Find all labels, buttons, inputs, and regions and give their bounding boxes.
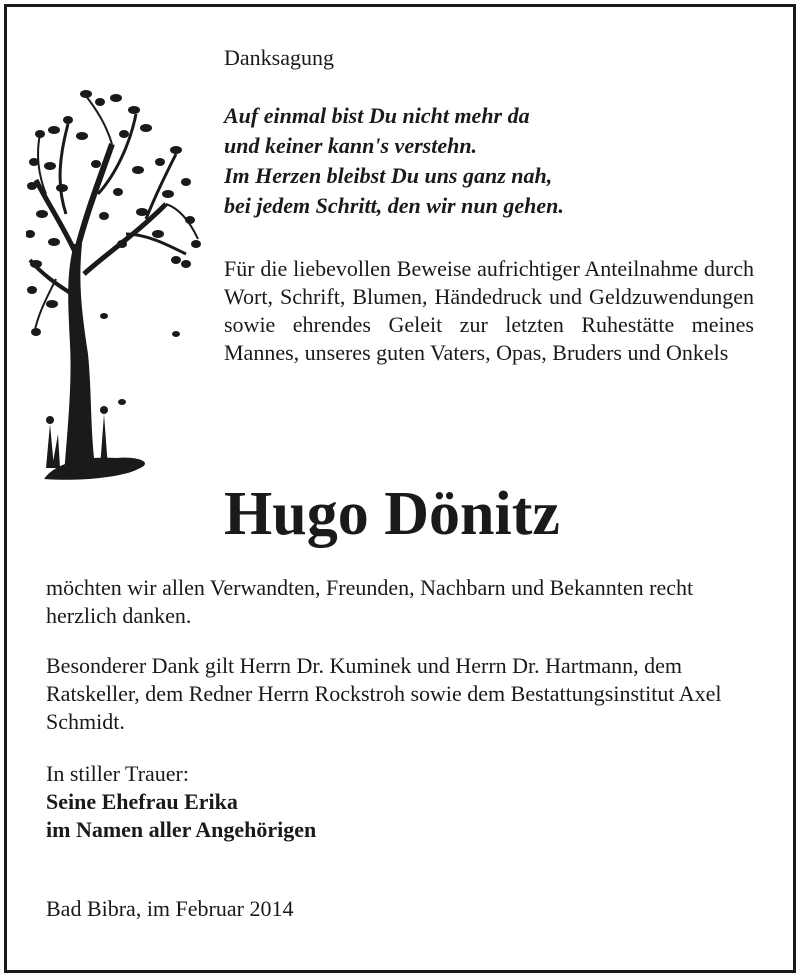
poem-line: Im Herzen bleibst Du uns ganz nah, — [224, 163, 553, 188]
poem-line: und keiner kann's verstehn. — [224, 133, 478, 158]
mourning-signature — [46, 760, 316, 844]
deceased-name: Hugo Dönitz — [224, 480, 560, 548]
mourning-intro: In stiller Trauer: — [46, 761, 189, 786]
memorial-poem — [224, 101, 564, 221]
poem-line: Auf einmal bist Du nicht mehr da — [224, 103, 530, 128]
tree-illustration — [26, 84, 206, 484]
thanks-paragraph: Für die liebevollen Beweise aufrichtiger Anteilnahme durch Wort, Schrift, Blumen, Händedruck und Geldzuwendungen sowie ehrendes Geleit zur letzten Ruhestätte meines Mannes, unseres guten Vaters, Opas, Bruders und Onkels — [224, 256, 754, 365]
mourner-family: im Namen aller Angehörigen — [46, 817, 317, 842]
place-date: Bad Bibra, im Februar 2014 — [46, 896, 294, 921]
mourner-name: Seine Ehefrau Erika — [46, 789, 238, 814]
special-thanks-paragraph: Besonderer Dank gilt Herrn Dr. Kuminek und Herrn Dr. Hartmann, dem Ratskeller, dem Redner Herrn Rockstroh sowie dem Bestattungsinstitut Axel Schmidt. — [46, 653, 722, 734]
thanks-recipients-paragraph: möchten wir allen Verwandten, Freunden, Nachbarn und Bekannten recht herzlich danken. — [46, 575, 694, 628]
poem-line: bei jedem Schritt, den wir nun gehen. — [224, 193, 564, 218]
notice-heading: Danksagung — [224, 45, 334, 70]
